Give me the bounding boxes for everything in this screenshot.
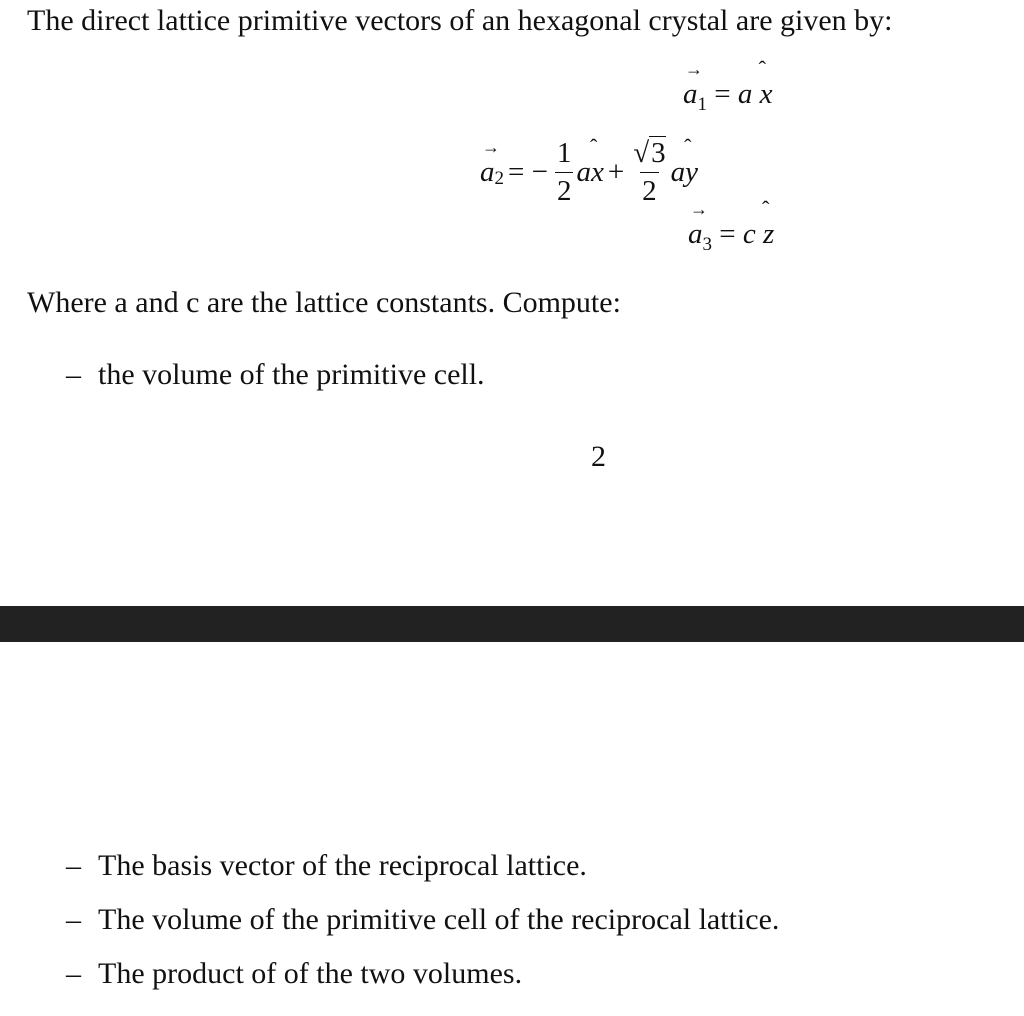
where-text: Where a and c are the lattice constants. Compute: — [27, 286, 621, 319]
equals-minus: = − — [508, 155, 548, 188]
equation-a2 — [480, 132, 698, 212]
list-item: The product of of the two volumes. — [98, 957, 523, 990]
equals-sign: = — [719, 218, 736, 250]
list-item: The basis vector of the reciprocal lattice. — [98, 849, 587, 882]
unit-vector-hat-icon: ˆ y — [684, 133, 698, 188]
list-item: the volume of the primitive cell. — [98, 358, 485, 391]
list-dash: – — [66, 358, 81, 391]
list-dash: – — [66, 903, 81, 936]
list-dash: – — [66, 849, 81, 882]
equation-a3 — [688, 196, 775, 255]
coefficient: a — [576, 155, 591, 188]
subscript: 1 — [697, 94, 707, 115]
plus-sign: + — [607, 155, 625, 188]
unit-vector-hat-icon: ˆ x — [758, 56, 773, 110]
unit-vector-hat-icon: ˆ z — [761, 196, 775, 250]
fraction-one-half: $\frac{1}{2}$ — [556, 136, 572, 207]
unit-vector-hat-icon: ˆ x — [589, 133, 604, 188]
vector-arrow-icon: → a — [688, 199, 708, 250]
equals-sign: = — [714, 78, 731, 110]
equation-a1 — [683, 56, 773, 115]
subscript: 3 — [702, 234, 712, 255]
list-dash: – — [66, 957, 81, 990]
coefficient: a — [670, 155, 686, 188]
page-number: 2 — [591, 440, 606, 473]
sqrt-icon: √ — [633, 136, 650, 169]
page-separator-bar — [0, 606, 1024, 642]
coefficient: c — [742, 218, 756, 250]
fraction-sqrt3-half: $\frac{√3}{2}$ — [633, 136, 666, 207]
list-item: The volume of the primitive cell of the reciprocal lattice. — [98, 903, 780, 936]
vector-arrow-icon: → a — [683, 59, 703, 110]
coefficient: a — [737, 78, 753, 110]
vector-arrow-icon: → a — [480, 136, 500, 188]
subscript: 2 — [494, 168, 504, 189]
intro-text: The direct lattice primitive vectors of an hexagonal crystal are given by: — [27, 4, 893, 37]
